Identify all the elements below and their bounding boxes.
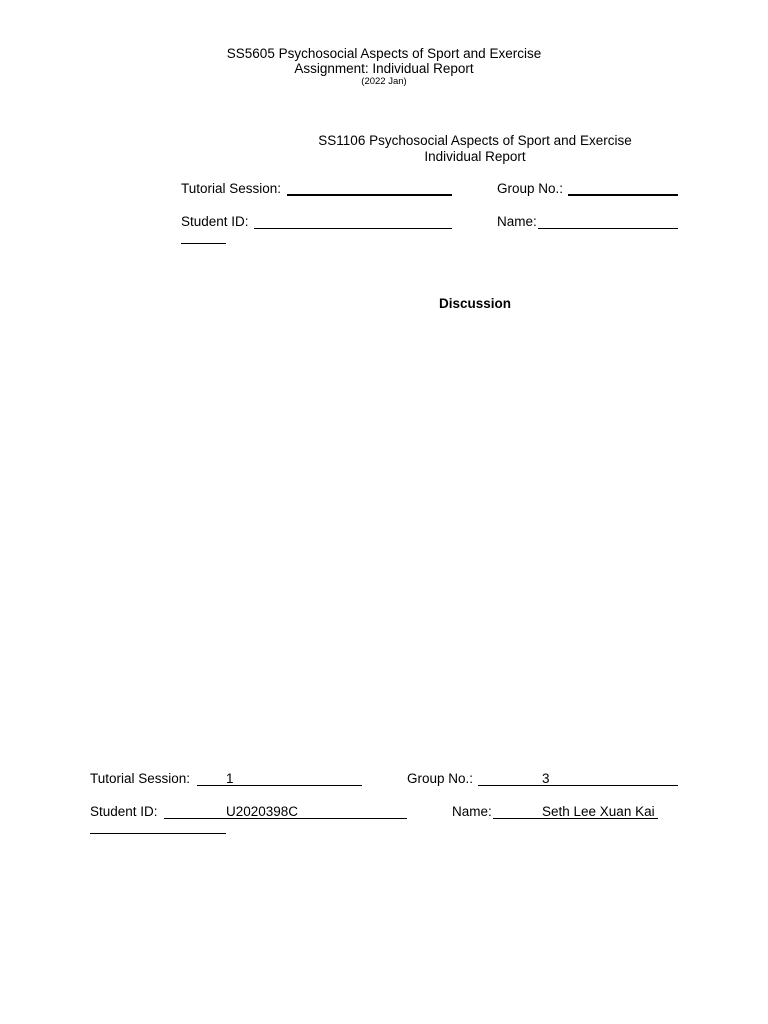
form-tutorial-blank	[287, 194, 452, 196]
form-student-id-blank	[254, 228, 452, 229]
form-subtitle: Individual Report	[424, 149, 526, 164]
filled-tutorial-label: Tutorial Session:	[90, 771, 191, 786]
section-heading: Discussion	[438, 296, 512, 311]
filled-student-id-label: Student ID:	[90, 804, 158, 819]
form-student-id-label: Student ID:	[181, 214, 249, 229]
form-course-title: SS1106 Psychosocial Aspects of Sport and Exercise	[318, 133, 632, 148]
filled-name-value: Seth Lee Xuan Kai	[542, 804, 655, 819]
document-date: (2022 Jan)	[361, 76, 407, 87]
filled-name-underline-continued	[90, 833, 226, 834]
filled-tutorial-value: 1	[226, 771, 234, 786]
filled-tutorial-underline	[197, 785, 362, 786]
filled-student-id-value: U2020398C	[226, 804, 299, 819]
filled-group-label: Group No.:	[407, 771, 474, 786]
filled-name-label: Name:	[452, 804, 492, 819]
document-course-title: SS5605 Psychosocial Aspects of Sport and Exercise	[226, 46, 542, 61]
form-group-label: Group No.:	[497, 181, 564, 196]
form-name-blank	[538, 228, 678, 229]
form-name-blank-continued	[181, 243, 226, 244]
filled-group-underline	[478, 785, 678, 786]
form-name-label: Name:	[497, 214, 537, 229]
filled-group-value: 3	[542, 771, 550, 786]
document-assignment-title: Assignment: Individual Report	[294, 61, 474, 76]
form-tutorial-label: Tutorial Session:	[181, 181, 282, 196]
form-group-blank	[568, 194, 678, 196]
